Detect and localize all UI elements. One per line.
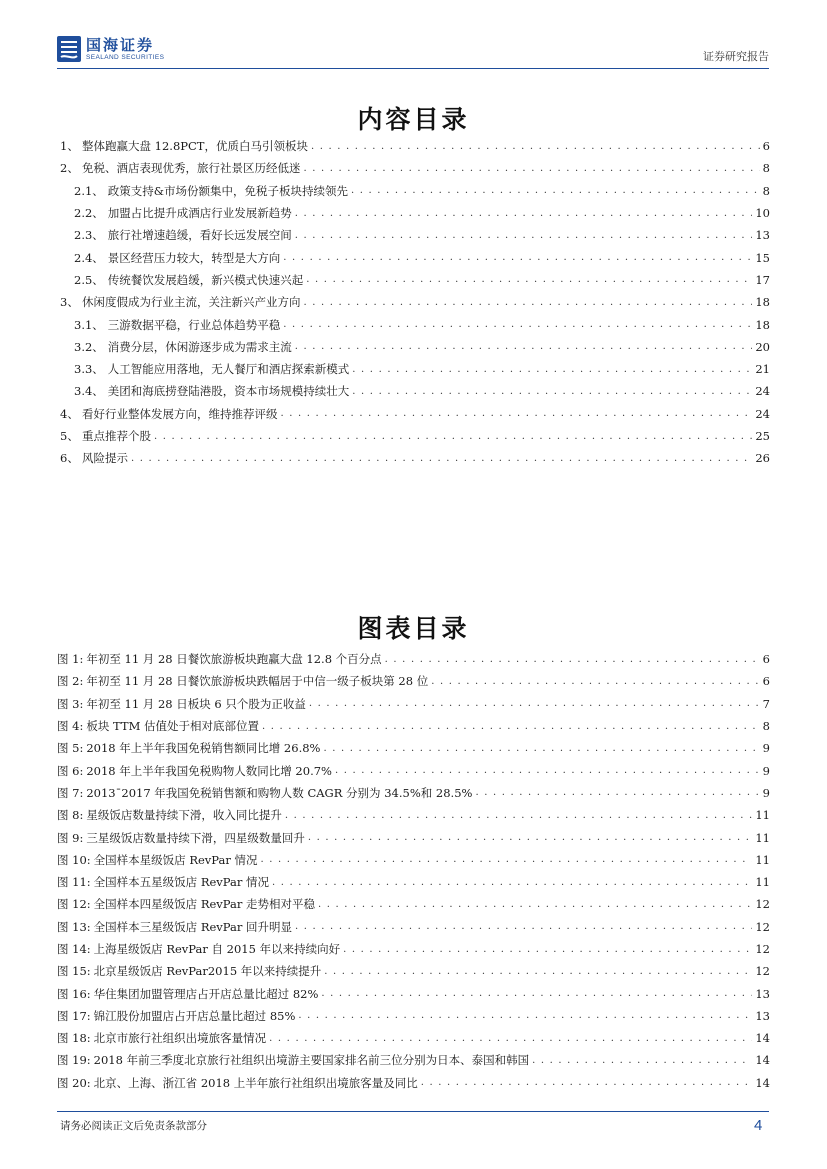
toc-entry[interactable] xyxy=(57,180,770,202)
entry-page: 7 xyxy=(762,696,770,711)
figure-entry[interactable] xyxy=(57,893,770,915)
figure-entry[interactable] xyxy=(57,1005,770,1027)
dot-leader xyxy=(532,1055,752,1066)
entry-number: 图 3: xyxy=(57,696,84,711)
entry-number: 2.3、 xyxy=(74,228,104,243)
footer-divider xyxy=(57,1111,769,1112)
entry-page: 8 xyxy=(762,161,770,176)
dot-leader xyxy=(352,364,752,375)
figure-entry[interactable] xyxy=(57,916,770,938)
dot-leader xyxy=(261,854,753,865)
dot-leader xyxy=(283,252,752,263)
entry-number: 5、 xyxy=(60,429,79,443)
dot-leader xyxy=(295,921,752,932)
toc-entry[interactable] xyxy=(57,224,770,246)
entry-page: 11 xyxy=(755,875,770,890)
entry-title: 消费分层，休闲游逐步成为需求主流 xyxy=(107,339,292,354)
toc-entry[interactable] xyxy=(57,269,770,291)
entry-title: 休闲度假成为行业主流，关注新兴产业方向 xyxy=(82,295,301,310)
dot-leader xyxy=(309,698,760,709)
dot-leader xyxy=(321,988,752,999)
entry-title: 上海星级饭店 RevPar 自 2015 年以来持续向好 xyxy=(93,942,341,956)
page-header xyxy=(57,34,769,68)
toc-entry[interactable] xyxy=(57,135,770,157)
figure-entry[interactable] xyxy=(57,1027,770,1049)
entry-number: 图 1: xyxy=(57,652,84,667)
brand-name-en: SEALAND SECURITIES xyxy=(86,53,165,61)
entry-page: 9 xyxy=(762,741,770,756)
toc-entry[interactable] xyxy=(57,246,770,268)
figure-entry[interactable] xyxy=(57,715,770,737)
entry-title: 年初至 11 月 28 日板块 6 只个股为正收益 xyxy=(86,696,306,711)
dot-leader xyxy=(285,810,753,821)
entry-number: 图 2: xyxy=(57,674,84,689)
dot-leader xyxy=(131,453,752,464)
dot-leader xyxy=(295,341,753,352)
dot-leader xyxy=(311,141,760,152)
figure-entry[interactable] xyxy=(57,871,770,893)
entry-title: 风险提示 xyxy=(82,451,128,466)
dot-leader xyxy=(385,654,760,665)
dot-leader xyxy=(304,163,760,174)
entry-page: 13 xyxy=(755,986,770,1001)
entry-number: 4、 xyxy=(60,406,79,421)
entry-page: 14 xyxy=(755,1075,770,1090)
entry-title: 北京市旅行社组织出境旅客量情况 xyxy=(93,1031,267,1046)
toc-entry[interactable] xyxy=(57,291,770,313)
entry-page: 12 xyxy=(755,964,770,979)
toc-entry[interactable] xyxy=(57,313,770,335)
entry-page: 6 xyxy=(762,652,770,667)
dot-leader xyxy=(304,297,753,308)
entry-page: 24 xyxy=(755,406,770,421)
figure-entry[interactable] xyxy=(57,826,770,848)
entry-number: 3.2、 xyxy=(74,339,104,354)
entry-title: 全国样本星级饭店 RevPar 情况 xyxy=(93,852,258,867)
dot-leader xyxy=(308,832,753,843)
entry-title: 政策支持&市场份额集中，免税子板块持续领先 xyxy=(107,183,349,198)
entry-number: 图 8: xyxy=(57,808,84,823)
entry-title: 传统餐饮发展趋缓，新兴模式快速兴起 xyxy=(107,272,304,287)
entry-page: 17 xyxy=(755,272,770,287)
entry-title: 华住集团加盟管理店占开店总量比超过 82% xyxy=(93,986,319,1001)
entry-page: 14 xyxy=(755,1053,770,1068)
entry-page: 8 xyxy=(762,183,770,198)
header-divider xyxy=(57,68,769,69)
entry-number: 图 5: xyxy=(57,741,84,756)
entry-page: 10 xyxy=(755,206,770,221)
entry-title: 免税、酒店表现优秀，旅行社景区历经低迷 xyxy=(82,161,301,176)
entry-page: 6 xyxy=(762,674,770,689)
entry-number: 2.2、 xyxy=(74,206,104,221)
dot-leader xyxy=(306,274,752,285)
entry-number: 2.1、 xyxy=(74,183,104,198)
entry-page: 12 xyxy=(755,942,770,956)
entry-title: 全国样本五星级饭店 RevPar 情况 xyxy=(93,875,270,890)
entry-page: 15 xyxy=(755,250,770,265)
entry-number: 2.4、 xyxy=(74,250,104,265)
figures-title: 图表目录 xyxy=(357,614,470,643)
entry-page: 9 xyxy=(762,763,770,778)
entry-page: 20 xyxy=(755,339,770,354)
entry-page: 11 xyxy=(755,852,770,867)
toc-entry[interactable] xyxy=(57,202,770,224)
entry-number: 图 11: xyxy=(57,875,91,890)
entry-page: 12 xyxy=(755,897,770,912)
dot-leader xyxy=(324,966,752,977)
entry-number: 图 7: xyxy=(57,785,84,800)
entry-page: 13 xyxy=(755,1008,770,1023)
dot-leader xyxy=(295,208,753,219)
dot-leader xyxy=(421,1077,753,1088)
entry-number: 图 4: xyxy=(57,719,84,734)
entry-page: 11 xyxy=(755,808,770,823)
figure-entry[interactable] xyxy=(57,938,770,960)
entry-title: 三星级饭店数量持续下滑，四星级数量回升 xyxy=(86,830,305,845)
entry-title: 板块 TTM 估值处于相对底部位置 xyxy=(86,719,259,734)
dot-leader xyxy=(475,787,759,798)
entry-title: 全国样本三星级饭店 RevPar 回升明显 xyxy=(93,919,293,934)
entry-page: 6 xyxy=(762,139,770,154)
dot-leader xyxy=(352,386,752,397)
figure-entry[interactable] xyxy=(57,670,770,692)
figure-entry[interactable] xyxy=(57,648,770,670)
entry-title: 2018 年上半年我国免税销售额同比增 26.8% xyxy=(86,741,321,756)
entry-number: 图 14: xyxy=(57,942,91,956)
report-type: 证券研究报告 xyxy=(703,50,769,63)
entry-title: 整体跑赢大盘 12.8PCT，优质白马引领板块 xyxy=(82,139,308,154)
figure-entry[interactable] xyxy=(57,693,770,715)
figure-entry[interactable] xyxy=(57,737,770,759)
entry-page: 12 xyxy=(755,919,770,934)
entry-page: 21 xyxy=(755,362,770,377)
sealand-logo-icon xyxy=(57,36,81,62)
entry-title: 景区经营压力较大，转型是大方向 xyxy=(107,250,281,265)
entry-title: 年初至 11 月 28 日餐饮旅游板块跑赢大盘 12.8 个百分点 xyxy=(86,652,382,667)
entry-title: 北京、上海、浙江省 2018 上半年旅行社组织出境旅客量及同比 xyxy=(93,1075,418,1090)
figure-entry[interactable] xyxy=(57,982,770,1004)
entry-number: 图 16: xyxy=(57,986,91,1001)
figure-entry[interactable] xyxy=(57,1072,770,1094)
toc-entry[interactable] xyxy=(57,157,770,179)
entry-number: 图 10: xyxy=(57,852,91,867)
entry-title: 人工智能应用落地，无人餐厅和酒店探索新模式 xyxy=(107,362,350,377)
entry-page: 8 xyxy=(762,719,770,734)
figure-entry[interactable] xyxy=(57,759,770,781)
dot-leader xyxy=(262,721,760,732)
entry-page: 13 xyxy=(755,228,770,243)
dot-leader xyxy=(295,230,753,241)
dot-leader xyxy=(154,431,752,442)
dot-leader xyxy=(272,877,752,888)
entry-page: 18 xyxy=(755,317,770,332)
entry-number: 2、 xyxy=(60,161,79,176)
entry-number: 图 12: xyxy=(57,897,91,912)
dot-leader xyxy=(431,676,759,687)
figure-entry[interactable] xyxy=(57,782,770,804)
figures-list xyxy=(57,648,770,1094)
toc-list xyxy=(57,135,770,469)
toc-entry[interactable] xyxy=(57,447,770,469)
entry-number: 6、 xyxy=(60,451,79,466)
entry-title: 星级饭店数量持续下滑，收入同比提升 xyxy=(86,808,282,823)
entry-number: 2.5、 xyxy=(74,272,104,287)
page-number: 4 xyxy=(754,1117,763,1134)
entry-page: 25 xyxy=(755,429,770,443)
entry-title: 重点推荐个股 xyxy=(82,429,151,443)
toc-entry[interactable] xyxy=(57,425,770,447)
company-logo xyxy=(57,34,164,64)
entry-title: 2018 年前三季度北京旅行社组织出境游主要国家排名前三位分别为日本、泰国和韩国 xyxy=(93,1053,530,1068)
entry-title: 全国样本四星级饭店 RevPar 走势相对平稳 xyxy=(93,897,316,912)
entry-title: 加盟占比提升成酒店行业发展新趋势 xyxy=(107,206,292,221)
dot-leader xyxy=(351,185,760,196)
figure-entry[interactable] xyxy=(57,960,770,982)
brand-name-cn: 国海证券 xyxy=(86,35,155,54)
entry-title: 2018 年上半年我国免税购物人数同比增 20.7% xyxy=(86,763,332,778)
figure-entry[interactable] xyxy=(57,804,770,826)
footer-disclaimer: 请务必阅读正文后免责条款部分 xyxy=(60,1120,207,1132)
entry-number: 3.4、 xyxy=(74,384,104,399)
dot-leader xyxy=(323,743,759,754)
entry-number: 图 6: xyxy=(57,763,84,778)
dot-leader xyxy=(283,319,752,330)
entry-number: 3.3、 xyxy=(74,362,104,377)
entry-title: 北京星级饭店 RevPar2015 年以来持续提升 xyxy=(93,964,322,979)
toc-entry[interactable] xyxy=(57,380,770,402)
entry-page: 9 xyxy=(762,785,770,800)
toc-title: 内容目录 xyxy=(357,105,470,134)
entry-number: 1、 xyxy=(60,139,79,154)
entry-number: 图 19: xyxy=(57,1053,91,1068)
entry-number: 图 9: xyxy=(57,830,84,845)
entry-number: 图 17: xyxy=(57,1008,91,1023)
entry-title: 年初至 11 月 28 日餐饮旅游板块跌幅居于中信一级子板块第 28 位 xyxy=(86,674,429,689)
entry-page: 11 xyxy=(755,830,770,845)
entry-title: 美团和海底捞登陆港股，资本市场规模持续壮大 xyxy=(107,384,350,399)
entry-title: 2013¯2017 年我国免税销售额和购物人数 CAGR 分别为 34.5%和 28.5% xyxy=(86,785,473,800)
toc-entry[interactable] xyxy=(57,358,770,380)
entry-title: 旅行社增速趋缓，看好长远发展空间 xyxy=(107,228,292,243)
entry-number: 图 18: xyxy=(57,1031,91,1046)
entry-page: 24 xyxy=(755,384,770,399)
entry-page: 14 xyxy=(755,1031,770,1046)
dot-leader xyxy=(318,899,752,910)
dot-leader xyxy=(269,1033,752,1044)
toc-entry[interactable] xyxy=(57,336,770,358)
entry-number: 图 20: xyxy=(57,1075,91,1090)
entry-number: 3、 xyxy=(60,295,79,310)
entry-number: 图 13: xyxy=(57,919,91,934)
toc-entry[interactable] xyxy=(57,403,770,425)
dot-leader xyxy=(281,408,753,419)
figure-entry[interactable] xyxy=(57,1049,770,1071)
entry-number: 3.1、 xyxy=(74,317,104,332)
entry-number: 图 15: xyxy=(57,964,91,979)
entry-title: 看好行业整体发展方向，维持推荐评级 xyxy=(82,406,278,421)
dot-leader xyxy=(298,1010,752,1021)
entry-page: 18 xyxy=(755,295,770,310)
figure-entry[interactable] xyxy=(57,849,770,871)
entry-page: 26 xyxy=(755,451,770,466)
entry-title: 三游数据平稳，行业总体趋势平稳 xyxy=(107,317,281,332)
dot-leader xyxy=(343,944,752,955)
dot-leader xyxy=(335,765,760,776)
entry-title: 锦江股份加盟店占开店总量比超过 85% xyxy=(93,1008,296,1023)
